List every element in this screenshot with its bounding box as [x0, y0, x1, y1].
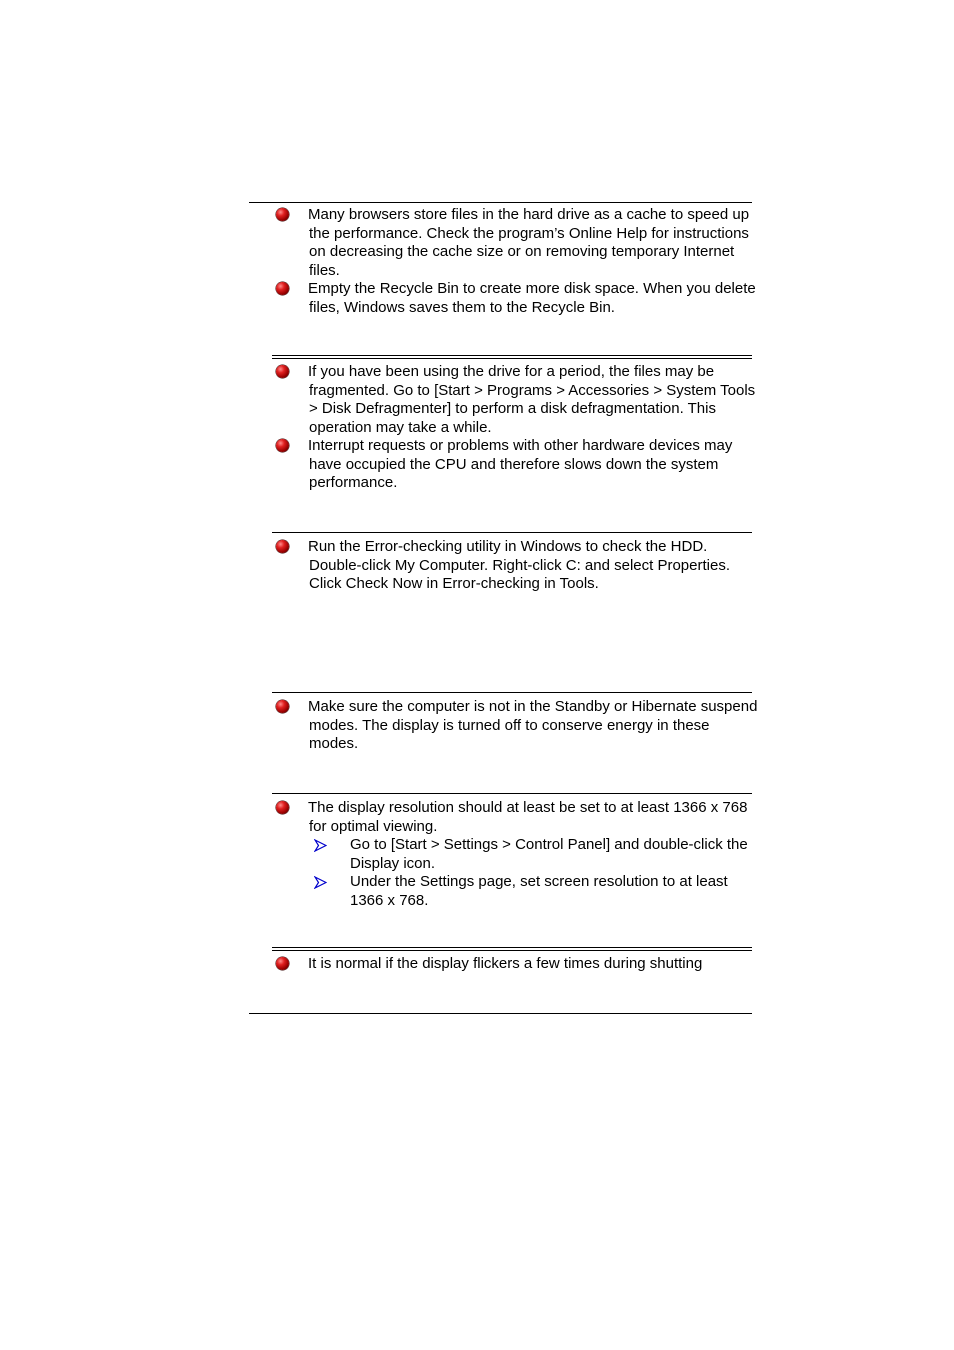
section-divider: [272, 793, 752, 794]
section-divider: [272, 947, 752, 951]
section-divider: [272, 355, 752, 359]
arrow-bullet-icon: [314, 839, 328, 853]
list-item: Run the Error-checking utility in Windows to check the HDD. Double-click My Computer. Right-click C: and select Properties. Click Check Now in Error-checking in Tools.: [308, 538, 730, 593]
red-ball-bullet-icon: [276, 700, 289, 713]
red-ball-bullet-icon: [276, 540, 289, 553]
list-item: It is normal if the display flickers a few times during shutting: [308, 955, 703, 972]
arrow-bullet-icon: [314, 876, 328, 890]
sub-list-item: Go to [Start > Settings > Control Panel] and double-click the Display icon.: [350, 836, 748, 872]
list-item: Make sure the computer is not in the Standby or Hibernate suspend modes. The display is turned off to conserve energy in these modes.: [308, 698, 758, 753]
section-divider: [272, 532, 752, 533]
section-divider: [272, 692, 752, 693]
red-ball-bullet-icon: [276, 801, 289, 814]
sub-list-item: Under the Settings page, set screen resolution to at least 1366 x 768.: [350, 873, 728, 909]
red-ball-bullet-icon: [276, 208, 289, 221]
list-item: Many browsers store files in the hard drive as a cache to speed up the performance. Check the program’s Online Help for instructions on decreasing the cache size or on removing temporary Internet files.: [308, 206, 750, 279]
red-ball-bullet-icon: [276, 439, 289, 452]
list-item: Empty the Recycle Bin to create more disk space. When you delete files, Windows saves them to the Recycle Bin.: [308, 280, 756, 316]
list-item: If you have been using the drive for a period, the files may be fragmented. Go to [Start > Programs > Accessories > System Tools > Disk Defragmenter] to perform a disk defragmentation. This operation may take a while.: [308, 363, 756, 436]
red-ball-bullet-icon: [276, 957, 289, 970]
list-item: Interrupt requests or problems with other hardware devices may have occupied the CPU and therefore slows down the system performance.: [308, 437, 733, 492]
list-item: The display resolution should at least be set to at least 1366 x 768 for optimal viewing.: [308, 799, 748, 835]
top-rule: [249, 202, 752, 203]
red-ball-bullet-icon: [276, 365, 289, 378]
bottom-rule: [249, 1013, 752, 1014]
red-ball-bullet-icon: [276, 282, 289, 295]
